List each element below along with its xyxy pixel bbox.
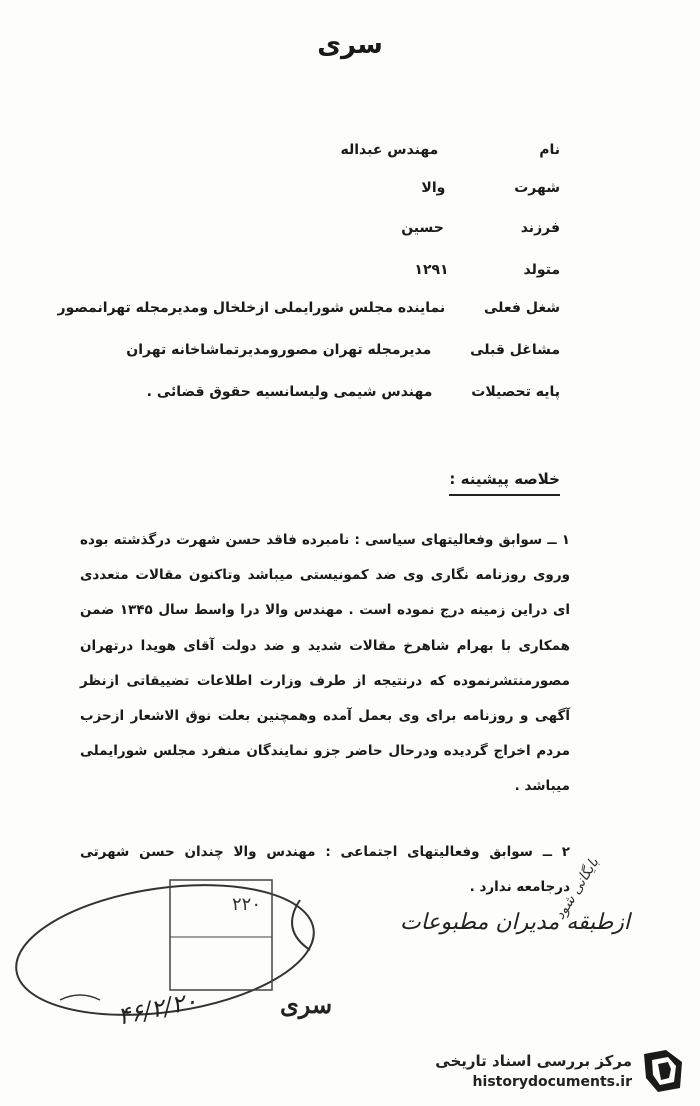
handwritten-date: ۴۶/۲/۲۰	[115, 986, 200, 1031]
field-fame-value: والا	[421, 180, 446, 196]
summary-paragraph-social: ۲ ــ سوابق وفعالیتهای اجتماعی : مهندس والا چندان حسن شهرتی درجامعه ندارد .	[80, 844, 570, 896]
field-born-value: ۱۲۹۱	[414, 262, 449, 278]
field-fame-label: شهرت	[514, 180, 560, 196]
archive-name: مرکز بررسی اسناد تاریخی	[435, 1052, 632, 1070]
page-title: سری	[317, 30, 383, 60]
field-edu	[147, 384, 560, 400]
field-name-label: نام	[539, 142, 560, 158]
field-child-value: حسین	[401, 220, 444, 236]
stamp-number: ۲۲۰	[232, 894, 262, 915]
field-born-label: متولد	[523, 262, 560, 278]
handwritten-side-note: بایگانی شود	[552, 855, 603, 923]
archive-footer	[420, 1052, 632, 1090]
handwritten-note: ازطبقه مدیران مطبوعات	[400, 910, 631, 935]
field-child	[401, 220, 560, 236]
field-prev-value: مدیرمجله تهران مصورومدیرتماشاخانه تهران	[126, 342, 432, 358]
field-edu-value: مهندس شیمی ولیسانسیه حقوق قضائی .	[146, 384, 433, 400]
field-edu-label: پایه تحصیلات	[471, 384, 560, 400]
field-job	[58, 300, 560, 316]
field-fame	[421, 180, 560, 196]
field-child-label: فرزند	[520, 220, 560, 236]
field-job-value: نماینده مجلس شورایملی ازخلخال ومدیرمجله تهرانمصور	[57, 300, 446, 316]
summary-paragraph-political: ۱ ــ سوابق وفعالیتهای سیاسی : نامبرده فاقد حسن شهرت درگذشته بوده وروی روزنامه نگاری وی ضد کمونیستی میباشد وتاکنون مقالات متعددی ای دراین زمینه درج نموده است . مهندس والا درا واسط سال ۱۳۴۵ ضمن همکاری با بهرام شاهرخ مقالات شدید و ضد دولت آقای هویدا درتهران مصورمنتشرنموده که درنتیجه از طرف وزارت اطلاعات تضییقاتی ازنظر آگهی و روزنامه برای وی بعمل آمده وهمچنین بعلت نوق الاشعار ازحزب مردم اخراج گردیده ودرحال حاضر جزو نمایندگان منفرد مجلس شورایملی میباشد .	[80, 532, 570, 795]
field-prev-label: مشاغل قبلی	[470, 342, 560, 358]
handwritten-signature: سری	[280, 990, 333, 1019]
field-job-label: شغل فعلی	[484, 300, 560, 316]
field-prev	[126, 342, 560, 358]
archive-website: historydocuments.ir	[472, 1074, 632, 1090]
field-name-value: مهندس عبداله	[340, 142, 439, 158]
field-name	[341, 142, 560, 158]
field-born	[414, 262, 560, 278]
summary-heading: خلاصه پیشینه :	[449, 470, 560, 496]
archive-logo-icon	[636, 1044, 690, 1098]
